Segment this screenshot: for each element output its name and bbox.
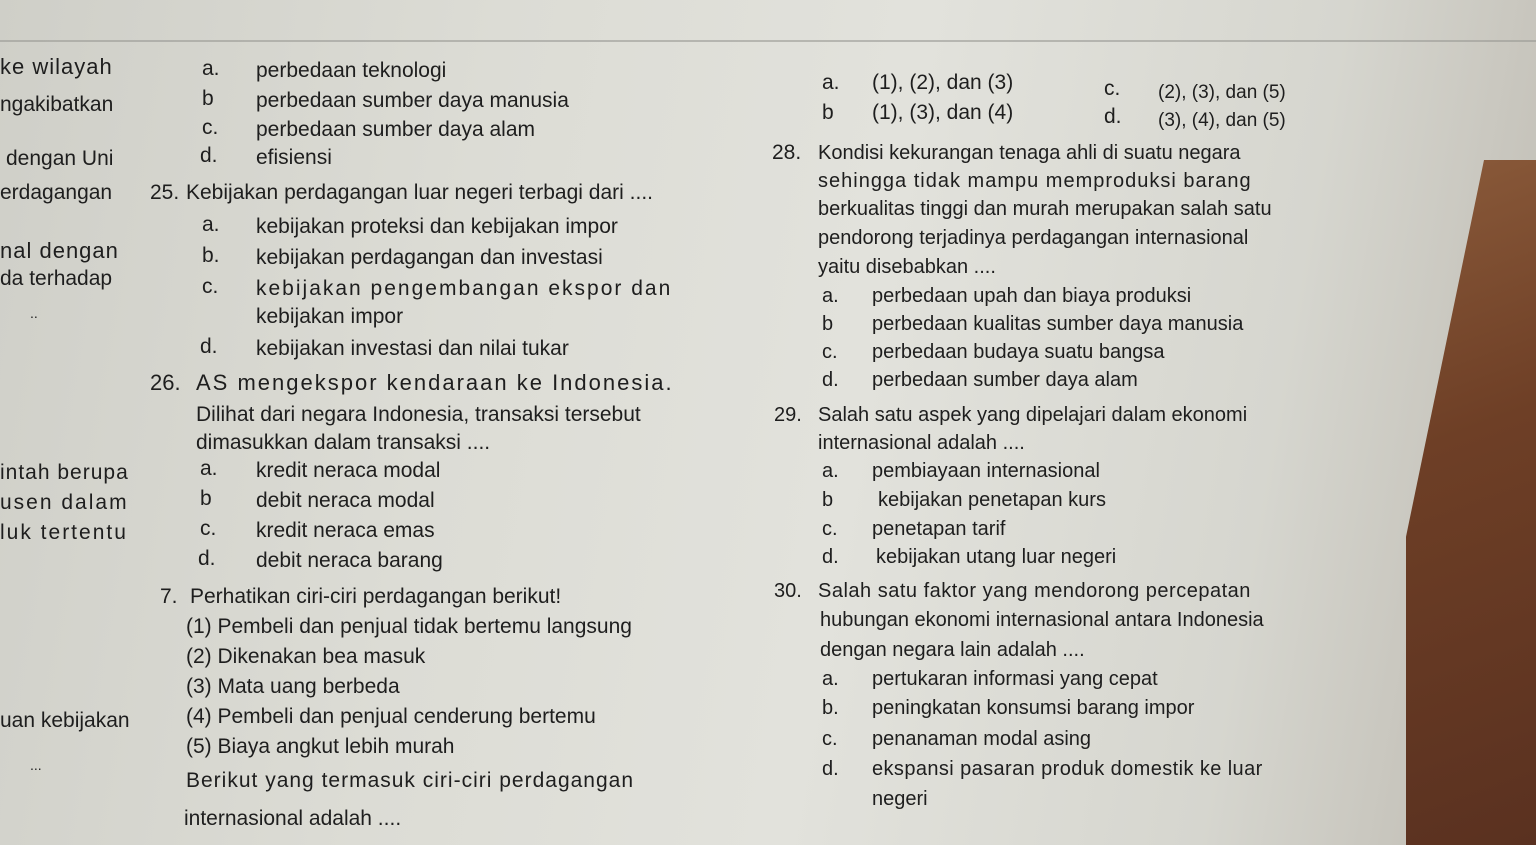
q28-option-letter: d. — [822, 369, 839, 391]
q29-line: internasional adalah .... — [818, 432, 1025, 454]
q26-option-text: kredit neraca emas — [256, 519, 435, 542]
q26-line: Dilihat dari negara Indonesia, transaksi tersebut — [196, 403, 641, 426]
q24-option-letter: a. — [202, 57, 220, 80]
left-fragment: ... — [30, 757, 42, 773]
q29-option-letter: b — [822, 489, 834, 511]
left-fragment: .. — [30, 305, 38, 321]
q27-closing: Berikut yang termasuk ciri-ciri perdagangan — [186, 769, 635, 792]
q27-item: (3) Mata uang berbeda — [186, 675, 400, 698]
q27-item: (1) Pembeli dan penjual tidak bertemu langsung — [186, 615, 632, 638]
q28-line: Kondisi kekurangan tenaga ahli di suatu negara — [818, 142, 1241, 164]
q25-question: Kebijakan perdagangan luar negeri terbagi dari .... — [186, 181, 653, 204]
q30-option-text: penanaman modal asing — [872, 728, 1092, 750]
q26-option-letter: d. — [198, 547, 216, 570]
q26-line: AS mengekspor kendaraan ke Indonesia. — [196, 370, 674, 395]
left-fragment: ngakibatkan — [0, 93, 114, 116]
q24-option-text: efisiensi — [256, 146, 332, 169]
q25-option-text: kebijakan investasi dan nilai tukar — [256, 337, 569, 360]
q24-option-text: perbedaan sumber daya alam — [256, 118, 536, 141]
q28-line: sehingga tidak mampu memproduksi barang — [818, 170, 1252, 192]
q25-option-text: kebijakan perdagangan dan investasi — [256, 246, 603, 269]
q30-option-text: pertukaran informasi yang cepat — [872, 668, 1158, 690]
q24-option-letter: d. — [200, 144, 218, 167]
q24-option-text: perbedaan teknologi — [256, 59, 447, 82]
q30-number: 30. — [774, 580, 802, 602]
left-fragment: nal dengan — [0, 238, 119, 263]
q24-option-letter: b — [202, 87, 214, 110]
q29-option-letter: d. — [822, 546, 839, 568]
q29-number: 29. — [774, 404, 802, 426]
q30-option-letter: d. — [822, 758, 839, 780]
q30-line: hubungan ekonomi internasional antara Indonesia — [820, 609, 1264, 631]
page-edge-line — [0, 40, 1536, 42]
q25-option-text-cont: kebijakan impor — [256, 305, 404, 328]
q27-item: (5) Biaya angkut lebih murah — [186, 735, 455, 758]
q30-line: Salah satu faktor yang mendorong percepatan — [818, 580, 1251, 602]
q30-line: dengan negara lain adalah .... — [820, 639, 1085, 661]
q25-option-text: kebijakan pengembangan ekspor dan — [256, 277, 673, 300]
q27-option-text: (3), (4), dan (5) — [1158, 110, 1286, 131]
q26-number: 26. — [150, 370, 181, 395]
q24-option-text: perbedaan sumber daya manusia — [256, 89, 569, 112]
left-fragment: erdagangan — [0, 181, 113, 204]
left-fragment: ke wilayah — [0, 54, 113, 79]
q29-option-letter: c. — [822, 518, 838, 540]
q25-number: 25. — [150, 181, 180, 204]
q25-option-letter: d. — [200, 335, 218, 358]
q29-option-letter: a. — [822, 460, 839, 482]
q29-option-text: kebijakan penetapan kurs — [878, 489, 1106, 511]
q28-number: 28. — [772, 141, 802, 164]
q30-option-text: peningkatan konsumsi barang impor — [872, 697, 1195, 719]
q27-question: Perhatikan ciri-ciri perdagangan berikut! — [190, 585, 562, 608]
q28-line: berkualitas tinggi dan murah merupakan salah satu — [818, 198, 1272, 220]
q29-option-text: penetapan tarif — [872, 518, 1006, 540]
q25-option-letter: b. — [202, 244, 220, 267]
q26-option-text: kredit neraca modal — [256, 459, 441, 482]
q27-closing: internasional adalah .... — [184, 807, 402, 830]
q28-option-letter: b — [822, 313, 834, 335]
q25-option-letter: a. — [202, 213, 220, 236]
left-fragment: da terhadap — [0, 267, 113, 290]
q27-option-text: (1), (2), dan (3) — [872, 71, 1014, 94]
q27-item: (2) Dikenakan bea masuk — [186, 645, 426, 668]
q27-option-text: (2), (3), dan (5) — [1158, 82, 1286, 103]
q27-number: 7. — [160, 585, 178, 608]
q26-option-text: debit neraca modal — [256, 489, 435, 512]
q28-line: pendorong terjadinya perdagangan internasional — [818, 227, 1249, 249]
q28-option-text: perbedaan sumber daya alam — [872, 369, 1138, 391]
q30-option-text-cont: negeri — [872, 788, 928, 810]
q28-option-letter: a. — [822, 285, 839, 307]
q26-option-letter: c. — [200, 517, 217, 540]
q26-option-text: debit neraca barang — [256, 549, 443, 572]
q27-option-letter: d. — [1104, 105, 1122, 128]
q30-option-letter: a. — [822, 668, 839, 690]
q30-option-text: ekspansi pasaran produk domestik ke luar — [872, 758, 1263, 780]
q28-option-text: perbedaan kualitas sumber daya manusia — [872, 313, 1244, 335]
q27-option-letter: a. — [822, 71, 840, 94]
q26-option-letter: a. — [200, 457, 218, 480]
q30-option-letter: c. — [822, 728, 838, 750]
q29-line: Salah satu aspek yang dipelajari dalam ekonomi — [818, 404, 1248, 426]
left-fragment: usen dalam — [0, 491, 129, 514]
q27-option-text: (1), (3), dan (4) — [872, 101, 1014, 124]
left-fragment: luk tertentu — [0, 521, 128, 544]
left-fragment: intah berupa — [0, 461, 129, 484]
q28-line: yaitu disebabkan .... — [818, 256, 996, 278]
q25-option-letter: c. — [202, 275, 219, 298]
q28-option-text: perbedaan upah dan biaya produksi — [872, 285, 1192, 307]
left-fragment: uan kebijakan — [0, 709, 130, 732]
q27-option-letter: c. — [1104, 77, 1121, 100]
q26-line: dimasukkan dalam transaksi .... — [196, 431, 491, 454]
q27-item: (4) Pembeli dan penjual cenderung bertemu — [186, 705, 596, 728]
q24-option-letter: c. — [202, 116, 219, 139]
q25-option-text: kebijakan proteksi dan kebijakan impor — [256, 215, 618, 238]
q29-option-text: pembiayaan internasional — [872, 460, 1100, 482]
q28-option-letter: c. — [822, 341, 838, 363]
q29-option-text: kebijakan utang luar negeri — [876, 546, 1117, 568]
q30-option-letter: b. — [822, 697, 839, 719]
q26-option-letter: b — [200, 487, 212, 510]
q27-option-letter: b — [822, 101, 834, 124]
left-fragment: dengan Uni — [6, 147, 114, 170]
q28-option-text: perbedaan budaya suatu bangsa — [872, 341, 1165, 363]
wooden-surface — [1406, 160, 1536, 845]
